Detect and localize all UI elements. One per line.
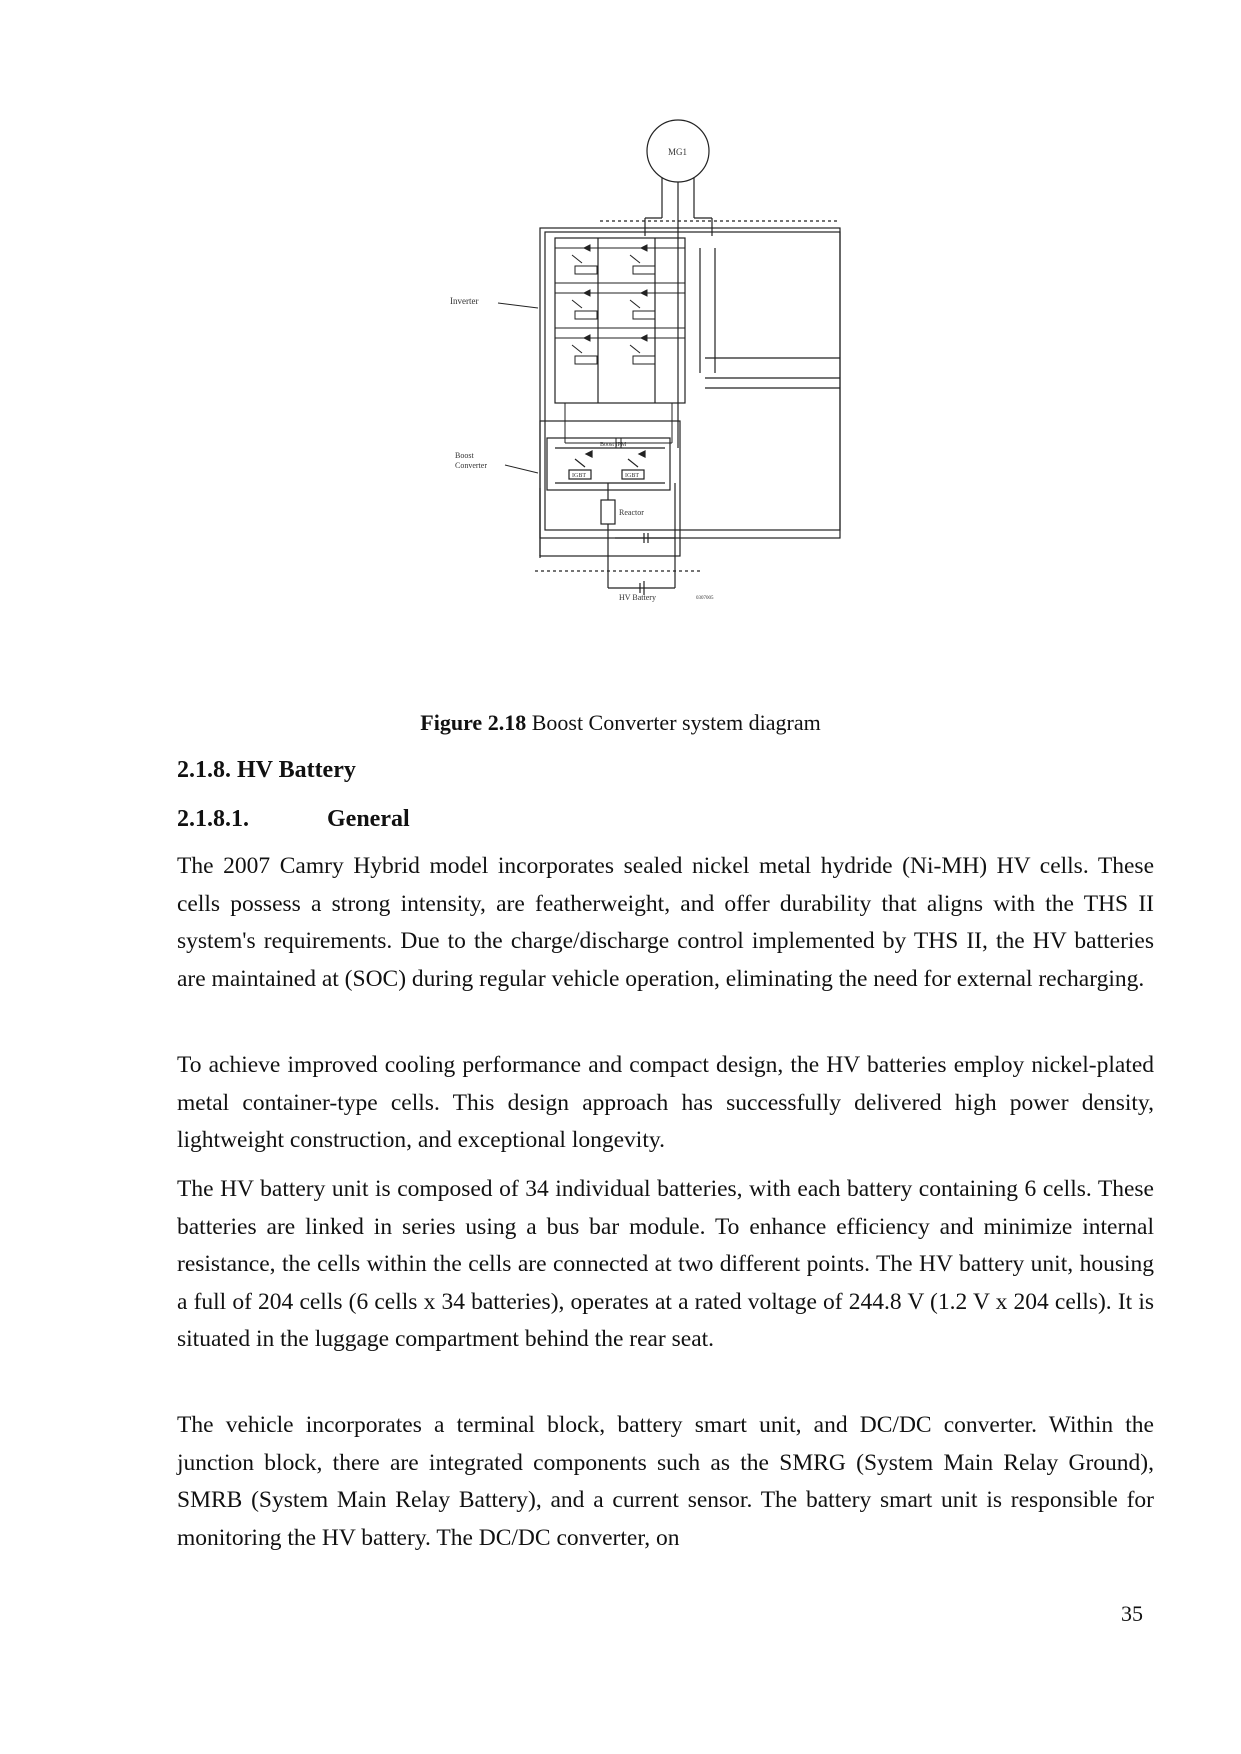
inverter-bridge (555, 238, 685, 403)
paragraph: The HV battery unit is composed of 34 individual batteries, with each battery containing 6 cells. These batteries are linked in series using a bus bar module. To enhance efficiency and minimize internal resistance, the cells within the cells are connected at two different points. The HV battery unit, housing a full of 204 cells (6 cells x 34 batteries), operates at a rated voltage of 244.8 V (1.2 V x 204 cells). It is situated in the luggage compartment behind the rear seat. (177, 1176, 1154, 1352)
paragraph: The 2007 Camry Hybrid model incorporates sealed nickel metal hydride (Ni-MH) HV cells. These cells possess a strong intensity, are featherweight, and offer durability that aligns with the THS II system's requirements. Due to the charge/discharge control implemented by THS II, the HV batteries are maintained at (SOC) during regular vehicle operation, eliminating the need for external recharging. (177, 853, 1154, 992)
paragraph: The vehicle incorporates a terminal block, battery smart unit, and DC/DC converter. Within the junction block, there are integrated components such as the SMRG (System Main Relay Ground), SMRB (System Main Relay Battery), and a current sensor. The battery smart unit is responsible for monitoring the HV battery. The DC/DC converter, on (177, 1412, 1154, 1551)
subsection-heading (177, 806, 410, 833)
hv-battery-label: HV Battery (619, 593, 656, 602)
boost-ipm-label: Boost IPM (600, 442, 627, 448)
section-heading (177, 757, 356, 784)
paragraph: To achieve improved cooling performance and compact design, the HV batteries employ nickel-plated metal container-type cells. This design approach has successfully delivered high power density, lightweight construction, and exceptional longevity. (177, 1052, 1154, 1153)
subsection-title: General (327, 806, 410, 832)
subsection-number: 2.1.8.1. (177, 806, 249, 832)
mg1-label: MG1 (668, 147, 688, 157)
boost-label-line2: Converter (455, 461, 487, 470)
figure-caption-label: Figure 2.18 (420, 710, 527, 735)
reactor-label: Reactor (619, 508, 644, 517)
figure-caption-text: Boost Converter system diagram (526, 710, 821, 735)
page-number: 35 (1121, 1601, 1143, 1626)
inverter-label: Inverter (450, 296, 479, 306)
boost-label-line1: Boost (455, 451, 474, 460)
boost-converter-diagram (450, 118, 840, 678)
section-number: 2.1.8. (177, 757, 231, 783)
figure-caption (0, 710, 1241, 736)
diagram-svg (450, 118, 840, 678)
igbt-left-label: IGBT (572, 473, 586, 479)
igbt-right-label: IGBT (625, 473, 639, 479)
reactor-coil (601, 500, 615, 524)
inverter-igbt-rows (555, 245, 685, 448)
figure-id-label: 0307005 (696, 596, 714, 601)
section-title: HV Battery (237, 757, 356, 783)
